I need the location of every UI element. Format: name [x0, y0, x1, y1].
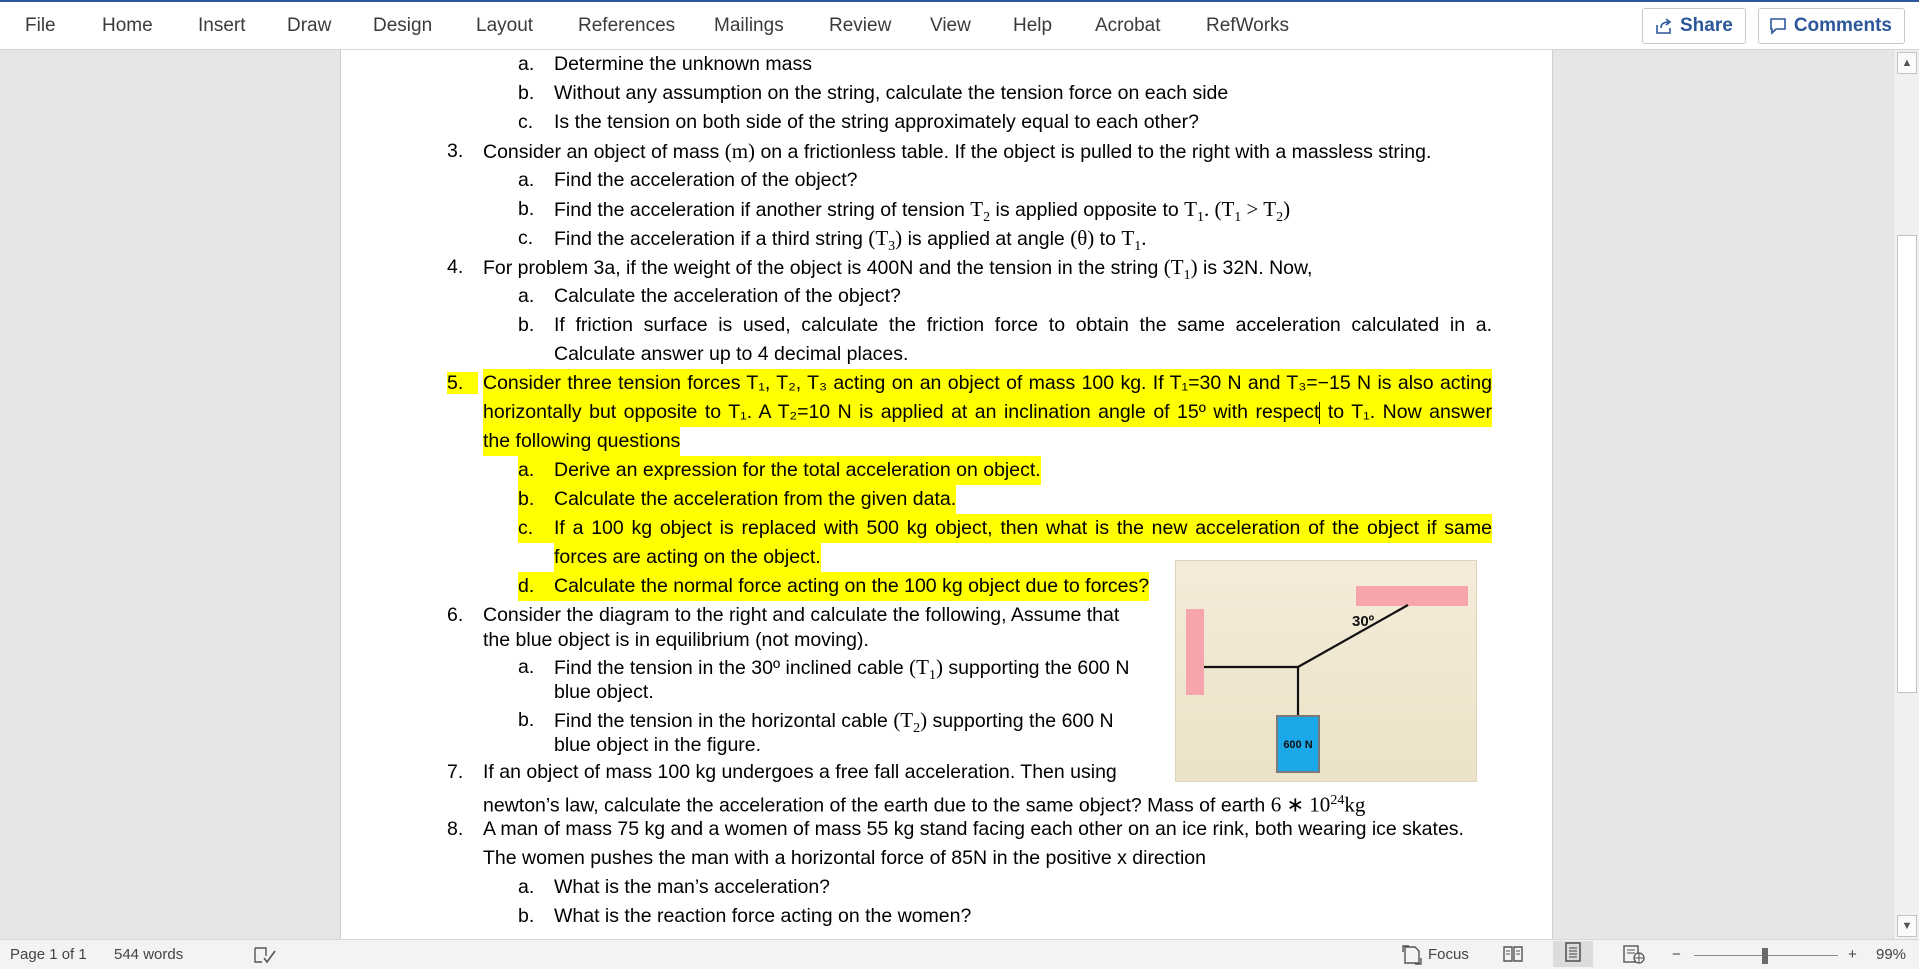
q7-line1: If an object of mass 100 kg undergoes a free fall acceleration. Then using: [483, 761, 1117, 783]
q3c-t3c: ): [895, 226, 903, 250]
q3b-cmp-open: . (T: [1203, 197, 1235, 221]
q5b-marker: b.: [518, 485, 554, 514]
q4b-line1: If friction surface is used, calculate the friction force to obtain the same acceleration calculated in a.: [554, 314, 1492, 336]
q6-line1: Consider the diagram to the right and calculate the following, Assume that: [483, 604, 1120, 626]
q2b-text: Without any assumption on the string, calculate the tension force on each side: [554, 82, 1229, 104]
q6b-t2: (T: [893, 708, 914, 732]
scroll-up-button[interactable]: [1897, 52, 1917, 74]
q3a-text: Find the acceleration of the object?: [554, 169, 858, 191]
q4b-line2: Calculate answer up to 4 decimal places.: [554, 343, 909, 365]
q4-marker: 4.: [447, 256, 464, 278]
share-icon: [1655, 17, 1673, 35]
q3c-text: [554, 224, 1146, 253]
q3c-mid2: to: [1094, 228, 1122, 250]
q6a-t1c: ): [935, 655, 943, 679]
q7-exp-sup: 24: [1330, 793, 1345, 808]
zoom-level[interactable]: 99%: [1876, 946, 1907, 963]
ribbon-actions: [1642, 8, 1905, 44]
q4-t1: (T: [1163, 255, 1184, 279]
zoom-slider-thumb[interactable]: [1762, 948, 1768, 964]
share-button[interactable]: [1642, 8, 1746, 44]
tab-view[interactable]: View: [930, 15, 971, 36]
q3c-marker: c.: [518, 227, 534, 249]
weight-label: 600 N: [1283, 739, 1313, 751]
q5-marker-text: 5.: [447, 372, 478, 394]
q2a: [518, 50, 534, 79]
page-count[interactable]: Page 1 of 1: [10, 946, 87, 963]
triangle-up-icon: ▲: [1901, 57, 1913, 69]
q3b-text: [554, 195, 1290, 224]
q3b-s2: 2: [983, 209, 991, 225]
comment-icon: [1769, 17, 1787, 35]
q8-marker: 8.: [447, 818, 464, 840]
q3b-cmp-s1: 1: [1234, 209, 1242, 225]
q3c-t1: T: [1121, 226, 1135, 250]
focus-label[interactable]: Focus: [1428, 946, 1469, 963]
q6b-t2c: ): [920, 708, 928, 732]
q3-stem-b: on a frictionless table. If the object is pulled to the right with a massless string.: [755, 141, 1432, 163]
q6b-s2: 2: [913, 720, 921, 736]
q2c-text: Is the tension on both side of the string approximately equal to each other?: [554, 111, 1199, 133]
q3c-a: Find the acceleration if a third string: [554, 228, 869, 250]
q7-line2: [483, 786, 1365, 815]
q3b-mid: is applied opposite to: [990, 199, 1185, 221]
focus-icon[interactable]: [1401, 944, 1423, 969]
left-wall-support: [1186, 609, 1204, 695]
q5-line2b: to T₁. Now answer: [1320, 401, 1492, 423]
zoom-in-button[interactable]: +: [1848, 946, 1857, 963]
q3b-s1: 1: [1196, 209, 1204, 225]
q5-line1: Consider three tension forces T₁, T₂, T₃ acting on an object of mass 100 kg. If T₁=30 N and T₃=−15 N is also acting: [483, 369, 1492, 398]
q6-marker: 6.: [447, 604, 464, 626]
document-area[interactable]: [0, 50, 1893, 939]
comments-button[interactable]: [1758, 8, 1905, 44]
q4-stem-a: For problem 3a, if the weight of the object is 400N and the tension in the string: [483, 257, 1164, 279]
zoom-out-button[interactable]: −: [1672, 946, 1681, 963]
q6a-s1: 1: [928, 667, 936, 683]
tab-review[interactable]: Review: [829, 15, 892, 36]
q3-stem-a: Consider an object of mass: [483, 141, 725, 163]
q3-stem-m: (m): [724, 139, 756, 163]
list-marker: a.: [518, 53, 535, 75]
q7-exp-unit: kg: [1344, 792, 1366, 817]
q6a-t1: (T: [909, 655, 929, 679]
q8b-text: What is the reaction force acting on the women?: [554, 905, 972, 927]
q2b-marker: b.: [518, 82, 535, 104]
ribbon: [0, 0, 1919, 50]
q8b-marker: b.: [518, 905, 535, 927]
tab-references[interactable]: References: [578, 15, 676, 36]
q5a-marker: a.: [518, 456, 554, 485]
q7-l2a: newton’s law, calculate the acceleration of the earth due to the same object? Mass of earth: [483, 794, 1271, 817]
q3b-cmp-close: ): [1283, 197, 1291, 221]
q3c-end: .: [1141, 226, 1147, 250]
q3c-mid: is applied at angle: [902, 228, 1071, 250]
q7-exp-base: 6 ∗ 10: [1270, 792, 1331, 817]
q8a-marker: a.: [518, 876, 535, 898]
tab-insert[interactable]: Insert: [198, 15, 246, 36]
q2c-marker: c.: [518, 111, 534, 133]
equilibrium-diagram[interactable]: [1175, 560, 1477, 782]
q6b-l1a: Find the tension in the horizontal cable: [554, 710, 894, 732]
tab-refworks[interactable]: RefWorks: [1206, 15, 1290, 36]
print-layout-button[interactable]: [1553, 941, 1593, 967]
angle-label: 30º: [1352, 613, 1375, 630]
q5-marker: [447, 369, 478, 398]
q3b-marker: b.: [518, 198, 535, 220]
q3b-cmp-gt: > T: [1241, 197, 1277, 221]
tab-file[interactable]: File: [25, 15, 56, 36]
q3a-marker: a.: [518, 169, 535, 191]
q5-line3: the following questions: [483, 427, 680, 456]
q6a-l1b: supporting the 600 N: [942, 657, 1130, 679]
status-bar: [0, 939, 1919, 969]
tab-help[interactable]: Help: [1013, 15, 1053, 36]
read-mode-icon[interactable]: [1502, 944, 1524, 968]
web-layout-icon[interactable]: [1622, 944, 1646, 968]
tab-draw[interactable]: Draw: [287, 15, 332, 36]
q8-line1: A man of mass 75 kg and a women of mass 55 kg stand facing each other on an ice rink, both wearing ice skates.: [483, 818, 1464, 840]
q4a-marker: a.: [518, 285, 535, 307]
q2a-text: Determine the unknown mass: [554, 53, 812, 75]
print-layout-icon: [1564, 942, 1582, 966]
q5-line2a: horizontally but opposite to T₁. A T₂=10 N is applied at an inclination angle of 15º with respect: [483, 401, 1320, 423]
q6b-marker: b.: [518, 709, 535, 731]
q5b-text: Calculate the acceleration from the given data.: [554, 485, 956, 514]
tab-layout[interactable]: Layout: [476, 15, 534, 36]
q6a-l1a: Find the tension in the 30º inclined cable: [554, 657, 910, 679]
q3c-s1: 1: [1134, 238, 1142, 254]
q5a-text: Derive an expression for the total acceleration on object.: [554, 456, 1041, 485]
q5d-text: Calculate the normal force acting on the 100 kg object due to forces?: [554, 572, 1149, 601]
q6b-l1b: supporting the 600 N: [927, 710, 1114, 732]
tab-acrobat[interactable]: Acrobat: [1095, 15, 1161, 36]
q8a-text: What is the man’s acceleration?: [554, 876, 831, 898]
q3c-s3: 3: [888, 238, 896, 254]
q3b-t2: T: [970, 197, 984, 221]
q6-line2: the blue object is in equilibrium (not moving).: [483, 629, 869, 651]
q3c-t3: (T: [868, 226, 889, 250]
q4b-marker: b.: [518, 314, 535, 336]
q5c-marker: c.: [518, 514, 554, 543]
q4-s1: 1: [1183, 267, 1191, 283]
scroll-down-button[interactable]: [1897, 915, 1917, 937]
tab-mailings[interactable]: Mailings: [714, 15, 784, 36]
document-page[interactable]: [340, 50, 1553, 939]
triangle-down-icon: ▼: [1901, 920, 1913, 932]
q5c-line2: forces are acting on the object.: [554, 543, 821, 572]
q4-stem: [483, 253, 1312, 282]
q4-t1c: ): [1190, 255, 1198, 279]
proofing-icon[interactable]: [253, 945, 277, 969]
q5d-marker: d.: [518, 572, 554, 601]
vertical-scrollbar[interactable]: [1893, 50, 1919, 939]
q3-stem: [483, 137, 1431, 166]
q3c-theta: (θ): [1070, 226, 1095, 250]
q6a-line2: blue object.: [554, 681, 654, 703]
q3b-t1: T: [1184, 197, 1197, 221]
comments-label: Comments: [1793, 15, 1892, 36]
q5c-line1: If a 100 kg object is replaced with 500 kg object, then what is the new acceleration of the object if same: [554, 514, 1492, 543]
q5-line2: [483, 398, 1492, 427]
q6b-line2: blue object in the figure.: [554, 734, 762, 756]
q3b-cmp-s2: 2: [1276, 209, 1284, 225]
q4-stem-b: is 32N. Now,: [1197, 257, 1313, 279]
scroll-thumb[interactable]: [1897, 235, 1917, 693]
q4a-text: Calculate the acceleration of the object?: [554, 285, 901, 307]
ceiling-support: [1356, 586, 1468, 606]
q3-marker: 3.: [447, 140, 464, 162]
tab-design[interactable]: Design: [373, 15, 433, 36]
q7-marker: 7.: [447, 761, 464, 783]
q6a-marker: a.: [518, 656, 535, 678]
q3b-a: Find the acceleration if another string of tension: [554, 199, 971, 221]
q8-line2: The women pushes the man with a horizontal force of 85N in the positive x direction: [483, 847, 1206, 869]
word-count[interactable]: 544 words: [114, 946, 184, 963]
tab-home[interactable]: Home: [102, 15, 153, 36]
diagram-canvas: [1176, 561, 1478, 783]
share-label: Share: [1680, 15, 1733, 36]
